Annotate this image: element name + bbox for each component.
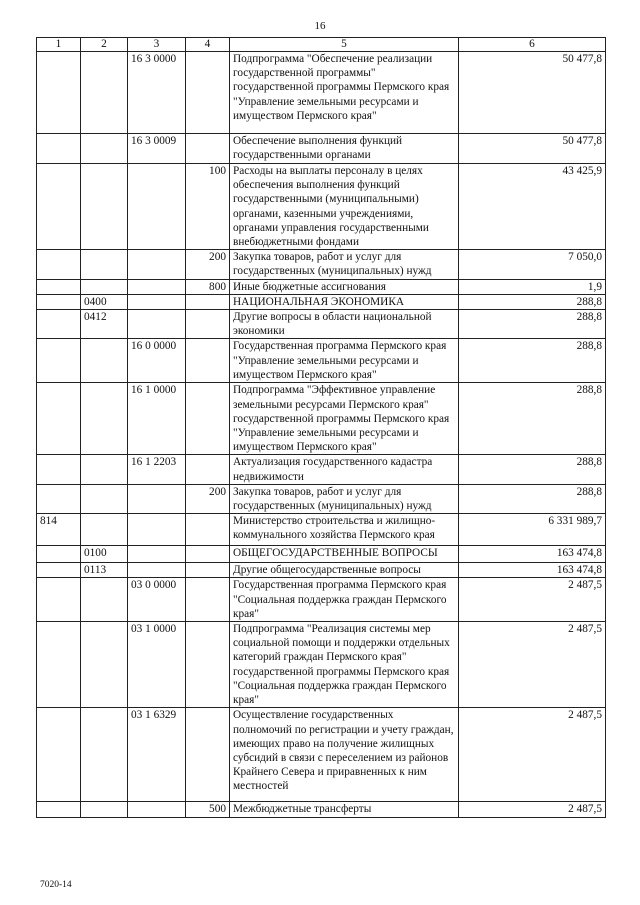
description-cell: Закупка товаров, работ и услуг для государственных (муниципальных) нужд — [230, 484, 459, 513]
budget-table — [36, 37, 606, 818]
column-header-2: 2 — [81, 38, 128, 52]
vedomstvo-cell — [37, 134, 81, 164]
table-row — [37, 514, 606, 546]
table-row — [37, 578, 606, 622]
amount-cell: 288,8 — [459, 484, 606, 513]
section-cell: 0412 — [81, 310, 128, 339]
amount-cell: 2 487,5 — [459, 578, 606, 622]
vedomstvo-cell — [37, 484, 81, 513]
description-cell: ОБЩЕГОСУДАРСТВЕННЫЕ ВОПРОСЫ — [230, 546, 459, 563]
section-cell — [81, 802, 128, 817]
amount-cell: 288,8 — [459, 455, 606, 484]
expense-type-cell — [186, 134, 230, 164]
description-cell: Государственная программа Пермского края "Социальная поддержка граждан Пермского края" — [230, 578, 459, 622]
column-header-5: 5 — [230, 38, 459, 52]
target-article-cell: 16 3 0000 — [128, 52, 186, 134]
description-cell: Обеспечение выполнения функций государственными органами — [230, 134, 459, 164]
amount-cell: 288,8 — [459, 383, 606, 455]
column-header-4: 4 — [186, 38, 230, 52]
vedomstvo-cell — [37, 578, 81, 622]
description-cell: Закупка товаров, работ и услуг для государственных (муниципальных) нужд — [230, 250, 459, 279]
vedomstvo-cell — [37, 250, 81, 279]
target-article-cell: 03 0 0000 — [128, 578, 186, 622]
vedomstvo-cell — [37, 52, 81, 134]
page-number: 16 — [314, 20, 326, 32]
section-cell — [81, 164, 128, 250]
target-article-cell: 16 1 0000 — [128, 383, 186, 455]
vedomstvo-cell — [37, 383, 81, 455]
expense-type-cell — [186, 578, 230, 622]
table-row — [37, 546, 606, 563]
description-cell: Министерство строительства и жилищно-коммунального хозяйства Пермского края — [230, 514, 459, 546]
vedomstvo-cell — [37, 708, 81, 802]
description-cell: Другие общегосударственные вопросы — [230, 563, 459, 578]
description-cell: Подпрограмма "Реализация системы мер социальной помощи и поддержки отдельных категорий граждан Пермского края" государственной программы Пермского края "Социальная поддержка граждан Пермского края" — [230, 622, 459, 708]
expense-type-cell — [186, 622, 230, 708]
vedomstvo-cell — [37, 339, 81, 383]
amount-cell: 2 487,5 — [459, 802, 606, 817]
amount-cell: 50 477,8 — [459, 134, 606, 164]
amount-cell: 2 487,5 — [459, 622, 606, 708]
target-article-cell: 03 1 0000 — [128, 622, 186, 708]
amount-cell: 288,8 — [459, 294, 606, 309]
expense-type-cell: 100 — [186, 164, 230, 250]
table-row — [37, 294, 606, 309]
expense-type-cell: 200 — [186, 250, 230, 279]
target-article-cell: 03 1 6329 — [128, 708, 186, 802]
section-cell — [81, 383, 128, 455]
section-cell: 0113 — [81, 563, 128, 578]
table-row — [37, 802, 606, 817]
vedomstvo-cell — [37, 455, 81, 484]
target-article-cell — [128, 164, 186, 250]
vedomstvo-cell — [37, 279, 81, 294]
amount-cell: 50 477,8 — [459, 52, 606, 134]
description-cell: Межбюджетные трансферты — [230, 802, 459, 817]
table-row — [37, 310, 606, 339]
amount-cell: 43 425,9 — [459, 164, 606, 250]
section-cell — [81, 339, 128, 383]
expense-type-cell — [186, 546, 230, 563]
amount-cell: 2 487,5 — [459, 708, 606, 802]
section-cell — [81, 455, 128, 484]
column-header-3: 3 — [128, 38, 186, 52]
description-cell: Другие вопросы в области национальной экономики — [230, 310, 459, 339]
description-cell: Актуализация государственного кадастра недвижимости — [230, 455, 459, 484]
target-article-cell — [128, 546, 186, 563]
amount-cell: 1,9 — [459, 279, 606, 294]
target-article-cell — [128, 802, 186, 817]
table-row — [37, 484, 606, 513]
expense-type-cell: 800 — [186, 279, 230, 294]
header-row — [37, 38, 606, 52]
target-article-cell — [128, 310, 186, 339]
section-cell — [81, 484, 128, 513]
section-cell — [81, 578, 128, 622]
table-row — [37, 455, 606, 484]
target-article-cell — [128, 484, 186, 513]
description-cell: Подпрограмма "Эффективное управление земельными ресурсами Пермского края" государственной программы Пермского края "Управление земельными ресурсами и имуществом Пермского края" — [230, 383, 459, 455]
expense-type-cell — [186, 514, 230, 546]
vedomstvo-cell — [37, 563, 81, 578]
expense-type-cell — [186, 455, 230, 484]
section-cell: 0400 — [81, 294, 128, 309]
column-header-1: 1 — [37, 38, 81, 52]
section-cell — [81, 279, 128, 294]
description-cell: Подпрограмма "Обеспечение реализации государственной программы" государственной программы Пермского края "Управление земельными ресурсами и имуществом Пермского края" — [230, 52, 459, 134]
target-article-cell — [128, 279, 186, 294]
section-cell — [81, 622, 128, 708]
vedomstvo-cell — [37, 802, 81, 817]
vedomstvo-cell: 814 — [37, 514, 81, 546]
expense-type-cell — [186, 310, 230, 339]
table-row — [37, 622, 606, 708]
target-article-cell — [128, 294, 186, 309]
vedomstvo-cell — [37, 546, 81, 563]
expense-type-cell — [186, 708, 230, 802]
table-row — [37, 708, 606, 802]
description-cell: Государственная программа Пермского края "Управление земельными ресурсами и имуществом Пермского края" — [230, 339, 459, 383]
expense-type-cell: 200 — [186, 484, 230, 513]
section-cell — [81, 514, 128, 546]
footer-code: 7020-14 — [40, 880, 72, 890]
expense-type-cell — [186, 52, 230, 134]
description-cell: НАЦИОНАЛЬНАЯ ЭКОНОМИКА — [230, 294, 459, 309]
table-row — [37, 563, 606, 578]
vedomstvo-cell — [37, 310, 81, 339]
table-row — [37, 279, 606, 294]
section-cell — [81, 250, 128, 279]
expense-type-cell — [186, 383, 230, 455]
target-article-cell — [128, 250, 186, 279]
amount-cell: 7 050,0 — [459, 250, 606, 279]
amount-cell: 163 474,8 — [459, 563, 606, 578]
amount-cell: 6 331 989,7 — [459, 514, 606, 546]
section-cell: 0100 — [81, 546, 128, 563]
table-row — [37, 164, 606, 250]
target-article-cell: 16 1 2203 — [128, 455, 186, 484]
table-body — [37, 52, 606, 818]
vedomstvo-cell — [37, 164, 81, 250]
target-article-cell: 16 3 0009 — [128, 134, 186, 164]
description-cell: Осуществление государственных полномочий по регистрации и учету граждан, имеющих право на получение жилищных субсидий в связи с переселением из районов Крайнего Севера и приравненных к ним местностей — [230, 708, 459, 802]
section-cell — [81, 708, 128, 802]
table-row — [37, 339, 606, 383]
table-row — [37, 250, 606, 279]
expense-type-cell — [186, 294, 230, 309]
amount-cell: 288,8 — [459, 310, 606, 339]
vedomstvo-cell — [37, 622, 81, 708]
column-header-6: 6 — [459, 38, 606, 52]
expense-type-cell: 500 — [186, 802, 230, 817]
vedomstvo-cell — [37, 294, 81, 309]
table-row — [37, 52, 606, 134]
description-cell: Расходы на выплаты персоналу в целях обеспечения выполнения функций государственными (муниципальными) органами, казенными учреждениями, органами управления государственными внебюджетными фондами — [230, 164, 459, 250]
expense-type-cell — [186, 339, 230, 383]
target-article-cell — [128, 514, 186, 546]
amount-cell: 288,8 — [459, 339, 606, 383]
expense-type-cell — [186, 563, 230, 578]
description-cell: Иные бюджетные ассигнования — [230, 279, 459, 294]
table-row — [37, 134, 606, 164]
amount-cell: 163 474,8 — [459, 546, 606, 563]
target-article-cell: 16 0 0000 — [128, 339, 186, 383]
target-article-cell — [128, 563, 186, 578]
section-cell — [81, 52, 128, 134]
section-cell — [81, 134, 128, 164]
table-row — [37, 383, 606, 455]
